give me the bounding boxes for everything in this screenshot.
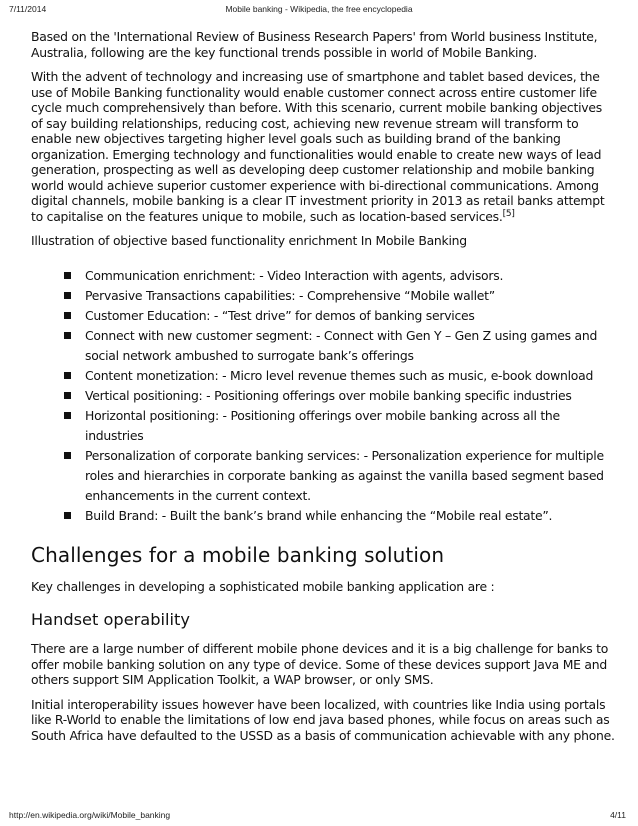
paragraph-technology-advent	[31, 69, 616, 224]
list-item	[64, 286, 616, 306]
list-item	[64, 326, 616, 366]
list-item	[64, 506, 616, 526]
bullet-square-icon	[64, 512, 71, 519]
bullet-square-icon	[64, 412, 71, 419]
bullet-square-icon	[64, 332, 71, 339]
page-number: 4/11	[610, 810, 626, 820]
list-item-text: Communication enrichment: - Video Interaction with agents, advisors.	[85, 267, 504, 283]
paragraph-technology-advent-text: With the advent of technology and increasing use of smartphone and tablet based devices, the use of Mobile Banking functionality would enable customer connect across entire customer life cycle much comprehensively than before. With this scenario, current mobile banking objectives of say building relationships, reducing cost, achieving new revenue stream will transform to enable new objectives targeting higher level goals such as building brand of the banking organization. Emerging technology and functionalities would enable to create new ways of lead generation, prospecting as well as developing deep customer relationship and mobile banking world would achieve superior customer experience with bi-directional communications. Among digital channels, mobile banking is a clear IT investment priority in 2013 as retail banks attempt to capitalise on the features unique to mobile, such as location-based services.	[31, 69, 605, 224]
paragraph-illustration: Illustration of objective based functionality enrichment In Mobile Banking	[31, 233, 467, 248]
list-item-text: Content monetization: - Micro level revenue themes such as music, e-book download	[85, 367, 594, 383]
article-content	[31, 29, 616, 743]
section-heading-challenges: Challenges for a mobile banking solution	[31, 542, 445, 567]
print-date: 7/11/2014	[9, 4, 47, 14]
bullet-square-icon	[64, 312, 71, 319]
list-item-text: Customer Education: - “Test drive” for demos of banking services	[85, 307, 475, 323]
paragraph-interoperability: Initial interoperability issues however have been localized, with countries like India using portals like R-World to enable the limitations of low end java based phones, while focus on areas such as South Africa have defaulted to the USSD as a basis of communication achievable with any phone.	[31, 696, 615, 743]
list-item	[64, 406, 616, 446]
list-item-text: Horizontal positioning: - Positioning offerings over mobile banking across all the industries	[85, 407, 560, 443]
list-item-text: Connect with new customer segment: - Connect with Gen Y – Gen Z using games and social network ambushed to surrogate bank’s offerings	[85, 327, 598, 363]
print-header	[0, 4, 638, 16]
bullet-square-icon	[64, 292, 71, 299]
list-item	[64, 306, 616, 326]
list-item	[64, 386, 616, 406]
paragraph-key-trends: Based on the 'International Review of Business Research Papers' from World business Institute, Australia, following are the key functional trends possible in world of Mobile Banking.	[31, 29, 598, 60]
bullet-square-icon	[64, 372, 71, 379]
list-item-text: Build Brand: - Built the bank’s brand while enhancing the “Mobile real estate”.	[85, 507, 553, 523]
bullet-square-icon	[64, 272, 71, 279]
print-footer	[0, 810, 638, 822]
list-item	[64, 446, 616, 506]
citation-link[interactable]: [5]	[502, 208, 515, 219]
list-item-text: Personalization of corporate banking services: - Personalization experience for multiple roles and hierarchies in corporate banking as against the vanilla based segment based enhancements in the current context.	[85, 447, 604, 503]
list-item	[64, 366, 616, 386]
print-url: http://en.wikipedia.org/wiki/Mobile_banking	[9, 810, 171, 820]
paragraph-challenges-intro: Key challenges in developing a sophisticated mobile banking application are :	[31, 578, 495, 594]
list-item-text: Vertical positioning: - Positioning offerings over mobile banking specific industries	[85, 387, 572, 403]
bullet-square-icon	[64, 452, 71, 459]
paragraph-handset-devices: There are a large number of different mobile phone devices and it is a big challenge for banks to offer mobile banking solution on any type of device. Some of these devices support Java ME and others support SIM Application Toolkit, a WAP browser, or only SMS.	[31, 641, 609, 687]
list-item-text: Pervasive Transactions capabilities: - Comprehensive “Mobile wallet”	[85, 287, 495, 303]
bullet-square-icon	[64, 392, 71, 399]
print-page-title: Mobile banking - Wikipedia, the free encyclopedia	[225, 4, 413, 14]
functionality-list	[31, 266, 616, 526]
subsection-heading-handset: Handset operability	[31, 610, 190, 629]
list-item	[64, 266, 616, 286]
